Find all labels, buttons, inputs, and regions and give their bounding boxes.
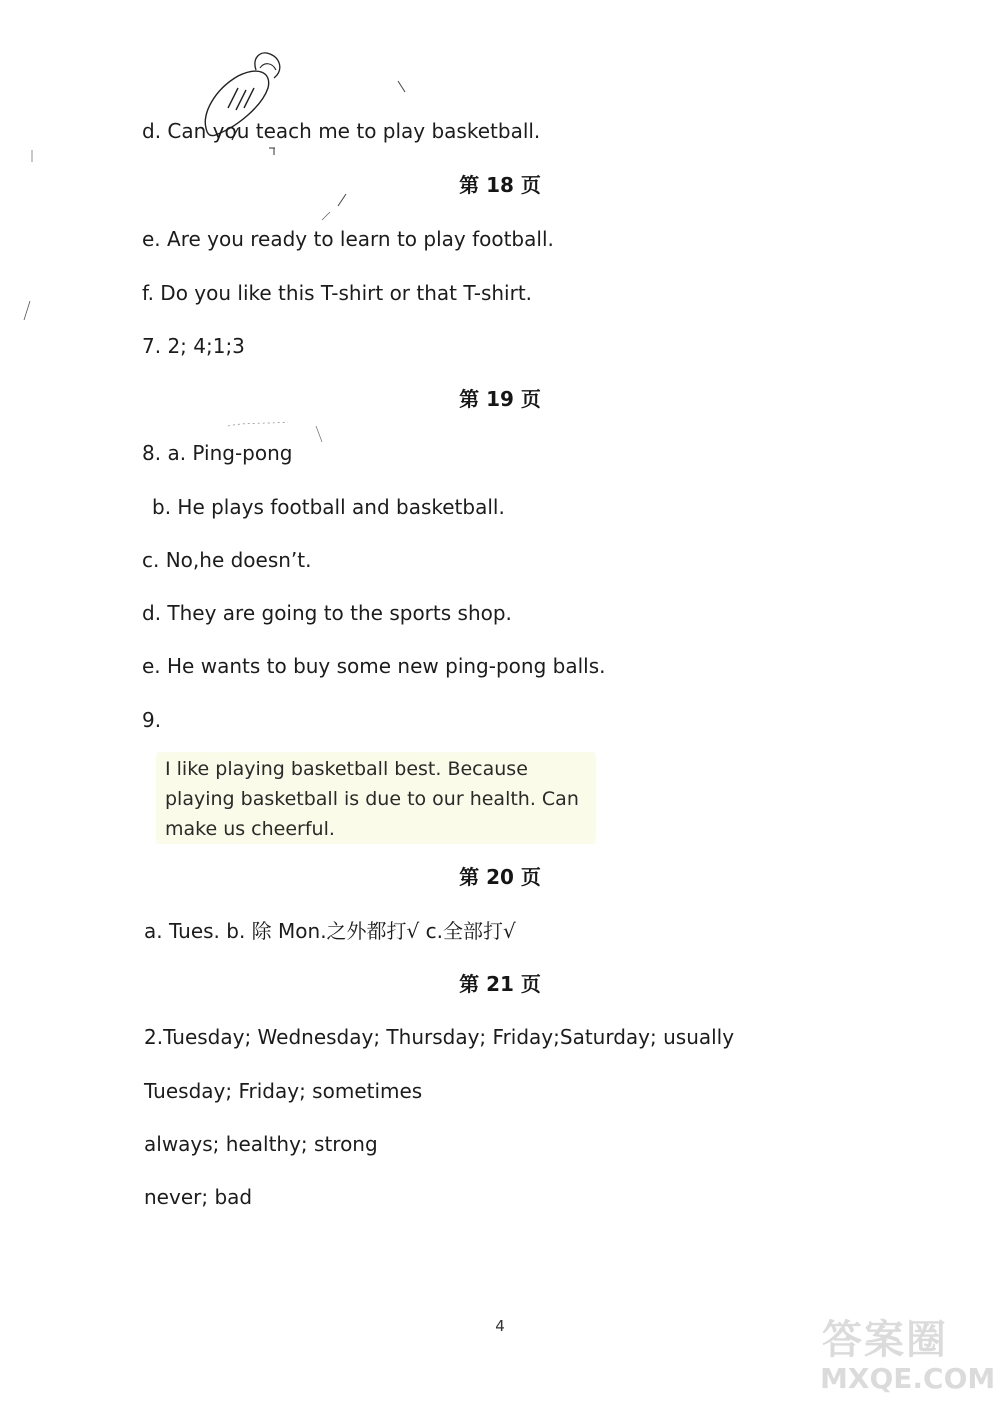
answer-line-8b: b. He plays football and basketball. (152, 495, 505, 519)
answer-line-21-3: always; healthy; strong (144, 1132, 378, 1156)
site-watermark (800, 1300, 1000, 1401)
watermark-logo-text: 答案圈 (822, 1317, 948, 1363)
stray-mark-icon (22, 300, 32, 322)
stray-mark-icon (30, 150, 34, 162)
answer-line-7-order: 7. 2; 4;1;3 (142, 334, 245, 358)
answer-line-e-football: e. Are you ready to learn to play football. (142, 227, 554, 251)
answer-line-f-tshirt: f. Do you like this T-shirt or that T-shirt. (142, 281, 533, 305)
answer-line-21-2: Tuesday; Friday; sometimes (144, 1079, 423, 1103)
answer-line-d-basketball: d. Can you teach me to play basketball. (142, 119, 541, 143)
stray-mark-icon (396, 80, 408, 94)
stray-mark-icon (268, 146, 276, 156)
answer-line-8a: 8. a. Ping-pong (142, 441, 293, 465)
answer-line-8e: e. He wants to buy some new ping-pong balls. (142, 654, 606, 678)
answer-line-9: 9. (142, 708, 162, 732)
page-heading-20: 第 20 页 (459, 865, 541, 889)
answer-line-21-1: 2.Tuesday; Wednesday; Thursday; Friday;Saturday; usually (144, 1025, 735, 1049)
watermark-url-text: MXQE.COM (820, 1362, 996, 1395)
handwritten-line-1: I like playing basketball best. Because (165, 758, 528, 780)
answer-line-20-days: a. Tues. b. 除 Mon.之外都打√ c.全部打√ (144, 919, 516, 943)
answer-line-21-4: never; bad (144, 1185, 253, 1209)
page-number: 4 (495, 1317, 505, 1335)
page-heading-18: 第 18 页 (459, 173, 541, 197)
handwritten-line-3: make us cheerful. (165, 818, 335, 840)
handwritten-answer-box (156, 752, 596, 844)
page-heading-19: 第 19 页 (459, 387, 541, 411)
handwritten-line-2: playing basketball is due to our health. Can (165, 788, 579, 810)
answer-line-8d: d. They are going to the sports shop. (142, 601, 512, 625)
answer-line-8c: c. No,he doesn’t. (142, 548, 312, 572)
page-heading-21: 第 21 页 (459, 972, 541, 996)
